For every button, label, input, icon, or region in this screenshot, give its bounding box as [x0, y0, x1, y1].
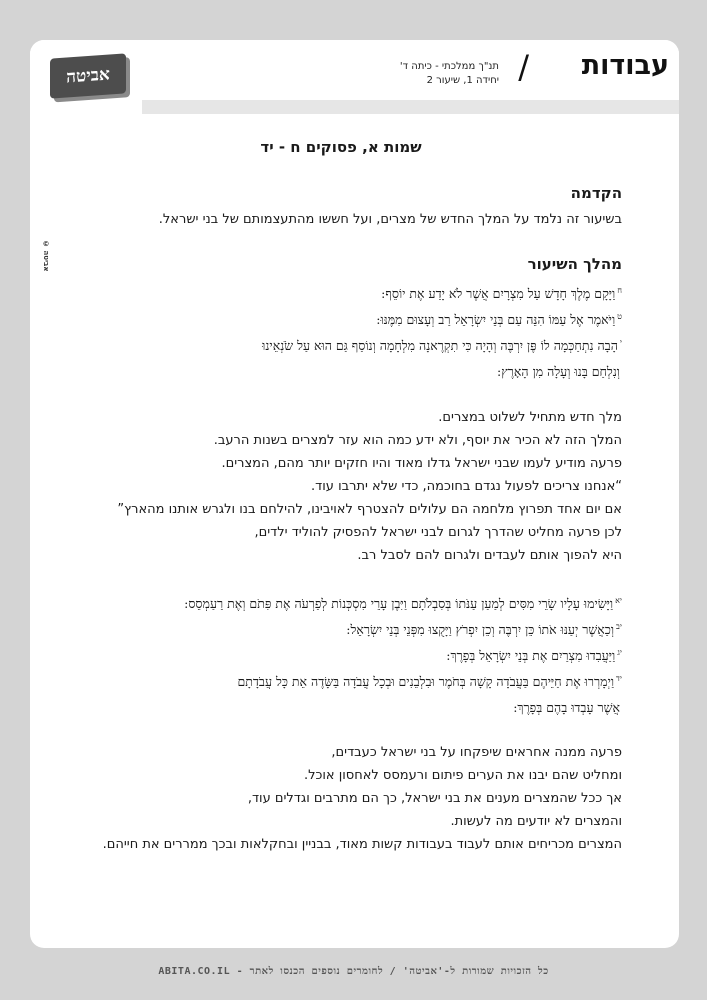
verse-number: יד: [616, 674, 622, 684]
explanation-line: פרעה מודיע לעמו שבני ישראל גדלו מאוד והיו חזקים יותר מהם, המצרים.: [221, 455, 622, 471]
explanation-line: מלך חדש מתחיל לשלוט במצרים.: [438, 409, 622, 425]
verses-group-1: [60, 279, 622, 384]
explanation-line: לכן פרעה מחליט שהדרך לגרום לבני ישראל להפסיק להוליד ילדים,: [254, 524, 622, 540]
verse-line: [60, 693, 622, 719]
verse-line: [60, 641, 622, 667]
verse-line: [60, 305, 622, 331]
explanation-line: ומחליט שהם יבנו את הערים פיתום ורעמסס לאחסון אוכל.: [303, 768, 622, 784]
copyright-side-note: © אביטה: [42, 240, 50, 272]
verse-number: ח: [617, 286, 622, 295]
abita-logo[interactable]: אביטה: [50, 53, 126, 98]
flow-section: [60, 255, 622, 856]
verse-number: יב: [616, 621, 622, 631]
verse-text: וַיַּעֲבִדוּ מִצְרַיִם אֶת בְּנֵי יִשְׂרָאֵל בְּפָרֶךְ:: [446, 648, 616, 664]
verse-number: יא: [615, 595, 622, 605]
explanation-line: המצרים מכריחים אותם לעבוד בעבודות קשות מאוד, בבניין ובחקלאות ובכך ממררים את חייהם.: [102, 837, 622, 853]
explanation-line: אך ככל שהמצרים מענים את בני ישראל, כך הם מתרבים וגדלים עוד,: [247, 791, 622, 807]
explanation-line: והמצרים לא יודעים מה לעשות.: [450, 814, 622, 830]
explanation-line: “אנחנו צריכים לפעול נגדם בחוכמה, כדי שלא יתרבו עוד.: [311, 478, 622, 494]
breadcrumb-unit: יחידה 1, שיעור 2: [426, 75, 499, 86]
intro-section: [60, 184, 622, 231]
verse-text: הָבָה נִתְחַכְּמָה לוֹ פֶּן יִרְבֶּה וְהָיָה כִּי תִקְרֶאנָה מִלְחָמָה וְנוֹסַף גַּם הוּא עַל שֹׂנְאֵינוּ: [262, 338, 618, 354]
explanation-group-2: [60, 741, 622, 856]
verse-number: י: [619, 338, 622, 348]
verse-text: וַיְמָרְרוּ אֶת חַיֵּיהֶם בַּעֲבֹדָה קָשָׁה בְּחֹמֶר וּבִלְבֵנִים וּבְכָל עֲבֹדָה בַּשָּׂדֶה אֵת כָּל עֲבֹדָתָם: [237, 674, 615, 690]
subject-title: עבודות: [581, 50, 669, 81]
breadcrumb: [400, 60, 499, 88]
verse-text: וַיָּשִׂימוּ עָלָיו שָׂרֵי מִסִּים לְמַעַן עַנֹּתוֹ בְּסִבְלֹתָם וַיִּבֶן עָרֵי מִסְכְּנוֹת לְפַרְעֹה אֶת פִּתֹם וְאֶת רַעַמְסֵס:: [184, 595, 614, 611]
lesson-title: שמות א, פסוקים ח - יד: [260, 138, 422, 156]
lesson-content: [60, 138, 622, 872]
verse-line: [60, 279, 622, 305]
explanation-line: המלך הזה לא הכיר את יוסף, ולא ידע כמה הוא עזר למצרים בשנות הרעב.: [213, 432, 622, 448]
explanation-group-1: [60, 406, 622, 567]
verse-number: ט: [617, 312, 622, 322]
verse-text: וְנִלְחַם בָּנוּ וְעָלָה מִן הָאָרֶץ:: [497, 364, 620, 380]
explanation-line: היא להפוך אותם לעבדים ולגרום להם לסבל רב.: [357, 547, 622, 563]
explanation-line: פרעה ממנה אחראים שיפקחו על בני ישראל כעבדים,: [331, 745, 622, 761]
breadcrumb-course: תנ"ך ממלכתי - כיתה ד': [399, 61, 499, 72]
verse-line: [60, 667, 622, 693]
intro-title: הקדמה: [570, 184, 622, 202]
verse-number: יג: [617, 647, 622, 657]
verse-line: [60, 357, 622, 383]
verse-line: [60, 331, 622, 357]
intro-text: בשיעור זה נלמד על המלך החדש של מצרים, ועל חששו מהתעצמותם של בני ישראל.: [158, 212, 622, 227]
flow-title: מהלך השיעור: [527, 255, 622, 273]
verse-text: אֲשֶׁר עָבְדוּ בָהֶם בְּפָרֶךְ:: [513, 700, 620, 716]
explanation-line: אם יום אחד תפרוץ מלחמה הם עלולים להצטרף לאויבינו, להילחם בנו ולגרש אותנו מהארץ”: [117, 501, 622, 517]
verse-text: וַיֹּאמֶר אֶל עַמּוֹ הִנֵּה עַם בְּנֵי יִשְׂרָאֵל רַב וְעָצוּם מִמֶּנּוּ:: [376, 312, 616, 328]
title-slash: /: [518, 48, 529, 86]
verse-text: וַיָּקָם מֶלֶךְ חָדָשׁ עַל מִצְרָיִם אֲשֶׁר לֹא יָדַע אֶת יוֹסֵף:: [381, 286, 616, 302]
verse-line: [60, 589, 622, 615]
footer-copyright[interactable]: כל הזכויות שמורות ל-'אביטה' / לחומרים נוספים הכנסו לאתר - ABITA.CO.IL: [158, 966, 549, 977]
verses-group-2: [60, 589, 622, 720]
verse-line: [60, 615, 622, 641]
verse-text: וְכַאֲשֶׁר יְעַנּוּ אֹתוֹ כֵּן יִרְבֶּה וְכֵן יִפְרֹץ וַיָּקֻצוּ מִפְּנֵי בְּנֵי יִשְׂרָאֵל:: [346, 621, 615, 637]
